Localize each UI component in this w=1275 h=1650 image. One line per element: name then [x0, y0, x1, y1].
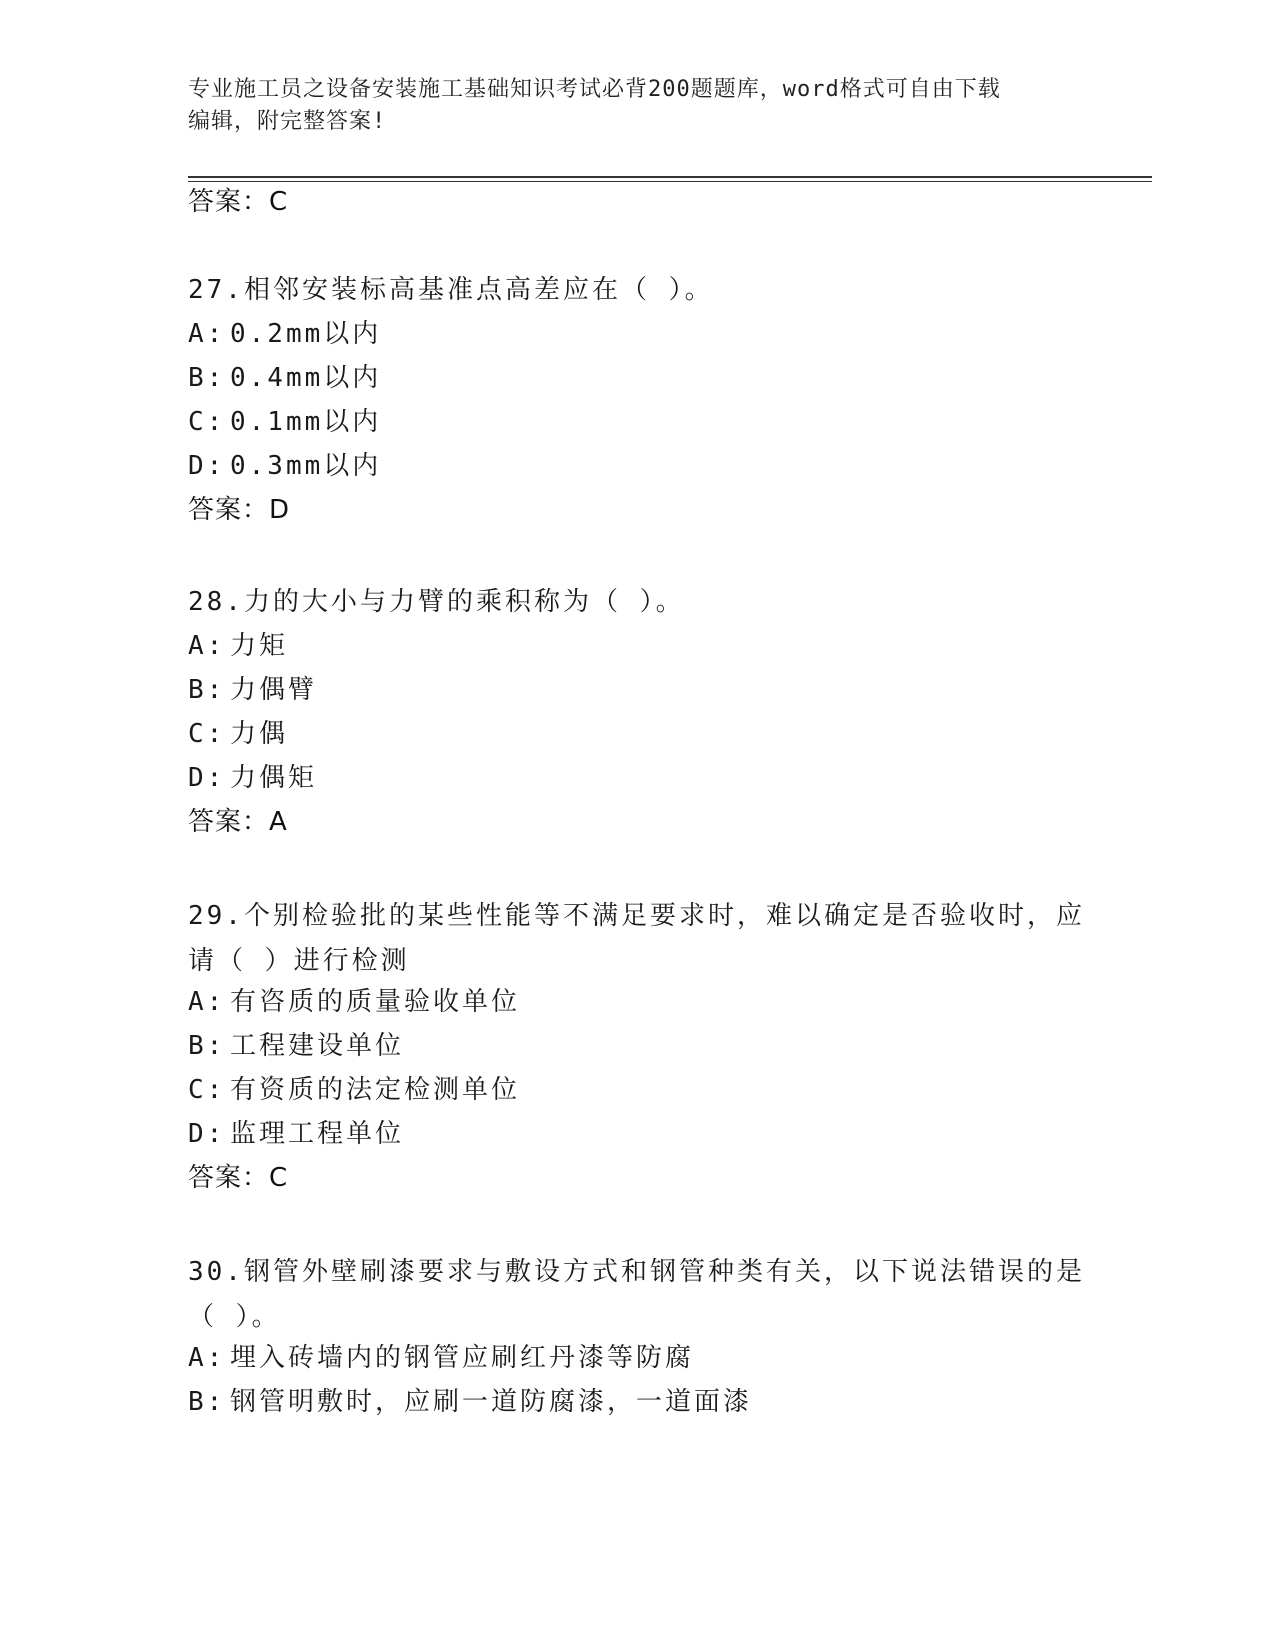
- question-28-option-b: [188, 673, 317, 707]
- header-divider: [188, 176, 1152, 182]
- question-29-stem: [188, 894, 1088, 984]
- option-key: B:: [188, 363, 226, 393]
- previous-answer: 答案：C: [188, 187, 289, 217]
- question-27-answer: 答案：D: [188, 495, 291, 525]
- option-key: D:: [188, 763, 226, 793]
- option-text: 力偶: [230, 719, 289, 749]
- question-28-option-d: [188, 761, 317, 795]
- option-text: 埋入砖墙内的钢管应刷红丹漆等防腐: [230, 1343, 695, 1373]
- option-text: 0.4mm以内: [230, 363, 382, 393]
- option-text: 有资质的法定检测单位: [230, 1075, 521, 1105]
- question-30-stem-line-2: （ ）。: [188, 1302, 281, 1332]
- question-27-option-d: [188, 449, 381, 483]
- option-text: 力偶臂: [230, 675, 318, 705]
- header-title-line-1: 专业施工员之设备安装施工基础知识考试必背200题题库，word格式可自由下载: [188, 77, 1001, 102]
- option-key: B:: [188, 1387, 226, 1417]
- document-header: [188, 74, 1068, 138]
- option-text: 力偶矩: [230, 763, 318, 793]
- question-27-option-a: [188, 317, 381, 351]
- question-28-stem: 28.力的大小与力臂的乘积称为（ ）。: [188, 587, 685, 617]
- option-key: C:: [188, 407, 226, 437]
- question-29-stem-line-2: 请（ ）进行检测: [188, 946, 410, 976]
- question-29-option-b: [188, 1029, 404, 1063]
- option-key: A:: [188, 987, 226, 1017]
- option-text: 有咨质的质量验收单位: [230, 987, 521, 1017]
- question-29-option-a: [188, 985, 520, 1019]
- option-key: C:: [188, 719, 226, 749]
- question-29-option-c: [188, 1073, 520, 1107]
- question-28-answer: 答案：A: [188, 807, 288, 837]
- option-text: 0.2mm以内: [230, 319, 382, 349]
- question-27-option-c: [188, 405, 381, 439]
- option-text: 0.1mm以内: [230, 407, 382, 437]
- question-28-option-a: [188, 629, 288, 663]
- question-27-option-b: [188, 361, 381, 395]
- question-30-option-b: [188, 1385, 752, 1419]
- question-29-answer: 答案：C: [188, 1163, 289, 1193]
- question-30-stem: [188, 1250, 1088, 1340]
- question-28-option-c: [188, 717, 288, 751]
- header-title-line-2: 编辑，附完整答案!: [188, 109, 387, 134]
- question-27-stem: 27.相邻安装标高基准点高差应在（ ）。: [188, 275, 714, 305]
- option-key: A:: [188, 631, 226, 661]
- question-29-option-d: [188, 1117, 404, 1151]
- option-text: 工程建设单位: [230, 1031, 405, 1061]
- option-key: A:: [188, 319, 226, 349]
- option-key: A:: [188, 1343, 226, 1373]
- option-text: 监理工程单位: [230, 1119, 405, 1149]
- option-text: 力矩: [230, 631, 289, 661]
- question-30-stem-line-1: 30.钢管外壁刷漆要求与敷设方式和钢管种类有关，以下说法错误的是: [188, 1257, 1085, 1287]
- option-key: B:: [188, 675, 226, 705]
- option-key: C:: [188, 1075, 226, 1105]
- option-text: 钢管明敷时，应刷一道防腐漆，一道面漆: [230, 1387, 753, 1417]
- question-30-option-a: [188, 1341, 694, 1375]
- option-key: B:: [188, 1031, 226, 1061]
- option-key: D:: [188, 451, 226, 481]
- option-key: D:: [188, 1119, 226, 1149]
- question-29-stem-line-1: 29.个别检验批的某些性能等不满足要求时，难以确定是否验收时，应: [188, 901, 1085, 931]
- option-text: 0.3mm以内: [230, 451, 382, 481]
